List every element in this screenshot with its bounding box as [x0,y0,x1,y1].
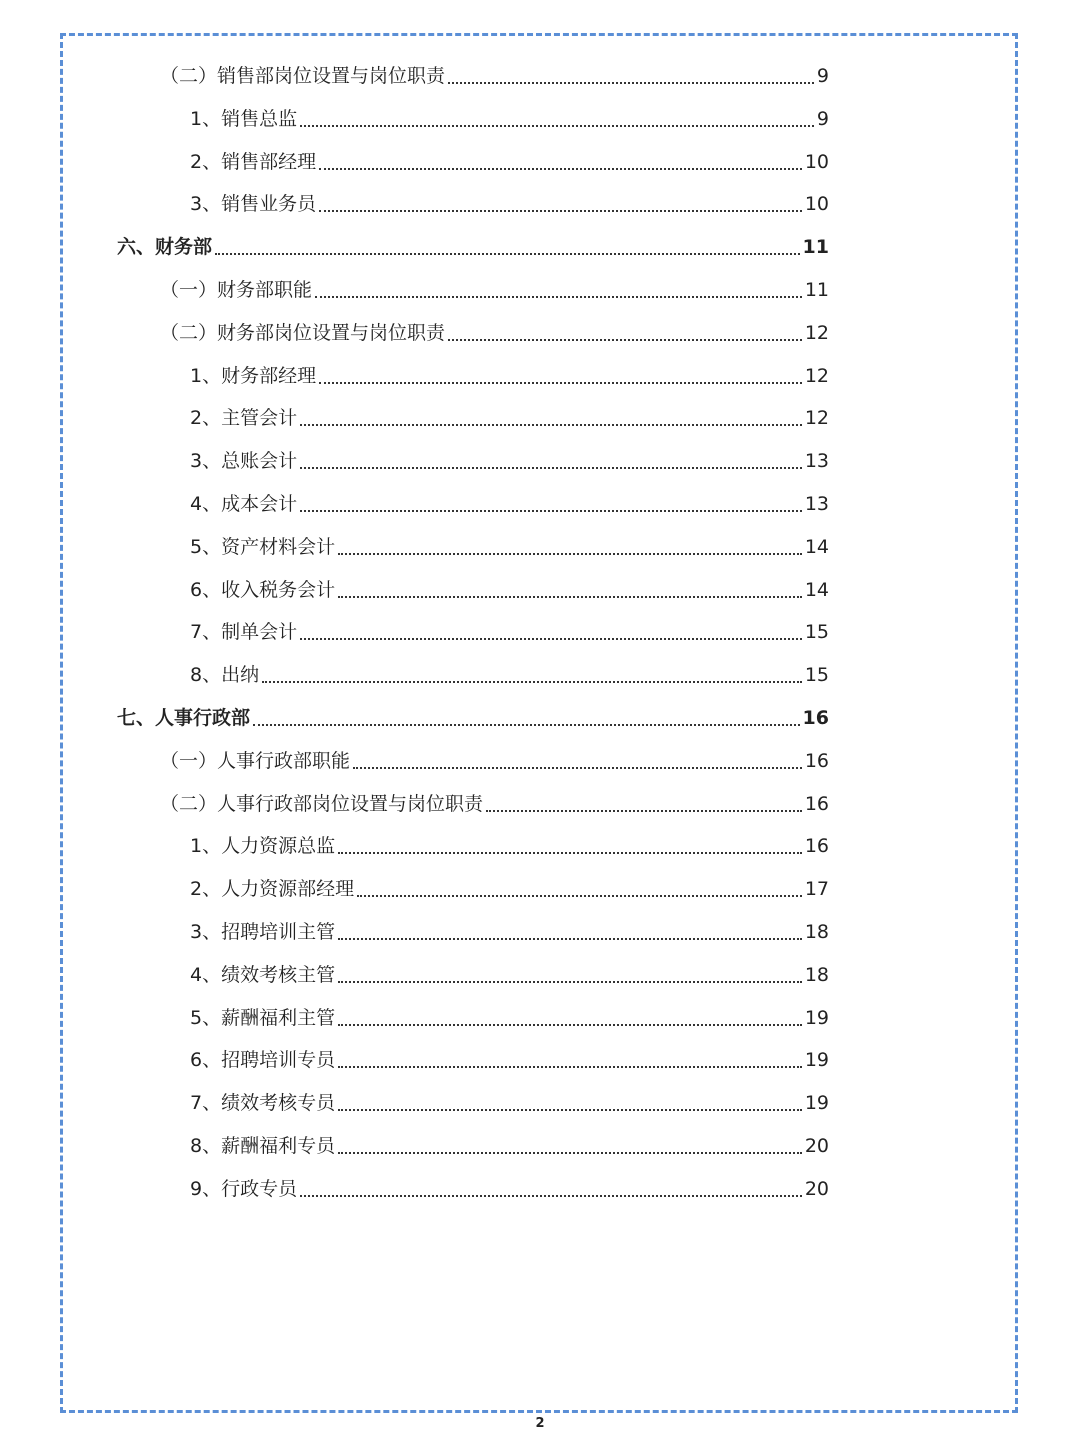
toc-dot-leader [338,553,802,555]
toc-dot-leader [215,253,800,255]
toc-dot-leader [253,724,800,726]
toc-entry-label: （一）财务部职能 [160,279,313,301]
toc-dot-leader [319,210,802,212]
toc-dot-leader [448,82,814,84]
toc-entry-label: 3、招聘培训主管 [190,921,336,943]
toc-entry-page-number: 16 [804,835,829,858]
toc-entry-label: 六、财务部 [117,236,213,259]
toc-entry-page-number: 16 [802,707,829,729]
toc-entry[interactable] [117,232,829,262]
toc-entry[interactable] [160,746,829,776]
toc-entry[interactable] [190,1174,829,1204]
toc-entry[interactable] [190,532,829,562]
toc-entry[interactable] [190,403,829,433]
toc-entry[interactable] [190,831,829,861]
toc-entry-label: 4、成本会计 [190,493,298,515]
toc-dot-leader [338,1024,802,1026]
toc-dot-leader [300,467,802,469]
toc-entry-label: 1、人力资源总监 [190,835,336,858]
toc-entry[interactable] [190,147,829,177]
toc-entry-label: 6、招聘培训专员 [190,1049,336,1072]
toc-dot-leader [338,1152,802,1154]
toc-entry-page-number: 12 [804,321,829,344]
toc-dot-leader [300,424,802,426]
toc-entry-page-number: 15 [804,664,829,687]
toc-entry-label: 1、财务部经理 [190,364,317,387]
toc-dot-leader [300,1195,802,1197]
toc-entry-label: 1、销售总监 [190,107,298,130]
toc-dot-leader [338,938,802,940]
toc-entry-label: 6、收入税务会计 [190,578,336,601]
toc-entry[interactable] [190,874,829,904]
toc-entry-page-number: 16 [804,792,829,815]
toc-entry-page-number: 12 [804,364,829,387]
toc-entry-page-number: 10 [804,150,829,173]
toc-entry-page-number: 11 [802,236,829,259]
toc-entry[interactable] [190,361,829,391]
toc-dot-leader [357,895,802,897]
toc-entry[interactable] [190,189,829,219]
page-number: 2 [535,1416,545,1431]
toc-entry-label: 3、销售业务员 [190,193,317,216]
toc-entry-page-number: 14 [804,578,829,601]
toc-entry-label: 2、主管会计 [190,407,298,430]
toc-entry[interactable] [160,318,829,348]
toc-entry-label: 3、总账会计 [190,450,298,473]
toc-entry-label: 5、资产材料会计 [190,535,336,558]
toc-dot-leader [338,981,802,983]
toc-entry-page-number: 14 [804,535,829,558]
toc-entry[interactable] [190,575,829,605]
toc-entry-page-number: 9 [816,107,829,130]
toc-dot-leader [353,767,802,769]
toc-dot-leader [486,810,802,812]
toc-dot-leader [319,168,802,170]
toc-entry-page-number: 20 [804,1177,829,1200]
toc-entry-page-number: 19 [804,1006,829,1029]
toc-entry[interactable] [190,1003,829,1033]
toc-entry-page-number: 9 [816,65,829,87]
toc-entry-page-number: 13 [804,450,829,473]
toc-dot-leader [300,510,802,512]
toc-dot-leader [338,1066,802,1068]
toc-entry-page-number: 18 [804,921,829,943]
toc-entry-label: 7、制单会计 [190,621,298,644]
toc-entry-page-number: 19 [804,1049,829,1072]
toc-dot-leader [315,296,802,298]
toc-entry-label: 7、绩效考核专员 [190,1092,336,1115]
toc-entry-page-number: 20 [804,1135,829,1157]
toc-entry[interactable] [190,1088,829,1118]
toc-entry[interactable] [190,660,829,690]
toc-entry-label: （一）人事行政部职能 [160,749,351,772]
toc-dot-leader [338,852,802,854]
toc-entry[interactable] [190,917,829,947]
toc-entry-page-number: 13 [804,493,829,515]
toc-entry[interactable] [190,446,829,476]
toc-entry-page-number: 11 [804,279,829,301]
toc-entry[interactable] [160,789,829,819]
toc-entry-page-number: 19 [804,1092,829,1115]
toc-entry-page-number: 16 [804,749,829,772]
toc-entry[interactable] [190,1131,829,1161]
toc-entry-page-number: 17 [804,878,829,901]
toc-entry[interactable] [160,61,829,91]
toc-entry-label: （二）人事行政部岗位设置与岗位职责 [160,792,484,815]
toc-entry-page-number: 12 [804,407,829,430]
toc-entry[interactable] [190,489,829,519]
toc-entry-label: 4、绩效考核主管 [190,963,336,986]
toc-dot-leader [338,596,802,598]
toc-entry[interactable] [190,104,829,134]
toc-entry[interactable] [160,275,829,305]
toc-dot-leader [300,638,802,640]
toc-entry-label: 8、出纳 [190,664,260,687]
toc-entry-label: 5、薪酬福利主管 [190,1006,336,1029]
toc-entry[interactable] [190,960,829,990]
toc-entry[interactable] [190,1045,829,1075]
toc-entry[interactable] [190,617,829,647]
toc-entry-label: 七、人事行政部 [117,707,251,729]
toc-entry-label: 9、行政专员 [190,1177,298,1200]
toc-entry[interactable] [117,703,829,733]
toc-dot-leader [262,681,802,683]
toc-entry-label: （二）财务部岗位设置与岗位职责 [160,321,446,344]
toc-entry-label: （二）销售部岗位设置与岗位职责 [160,65,446,87]
toc-entry-page-number: 18 [804,963,829,986]
toc-dot-leader [319,382,802,384]
toc-entry-page-number: 10 [804,193,829,216]
toc-dot-leader [338,1109,802,1111]
toc-entry-label: 2、人力资源部经理 [190,878,355,901]
toc-dot-leader [300,125,814,127]
toc-entry-label: 8、薪酬福利专员 [190,1135,336,1157]
toc-entry-label: 2、销售部经理 [190,150,317,173]
toc-entry-page-number: 15 [804,621,829,644]
toc-dot-leader [448,339,802,341]
